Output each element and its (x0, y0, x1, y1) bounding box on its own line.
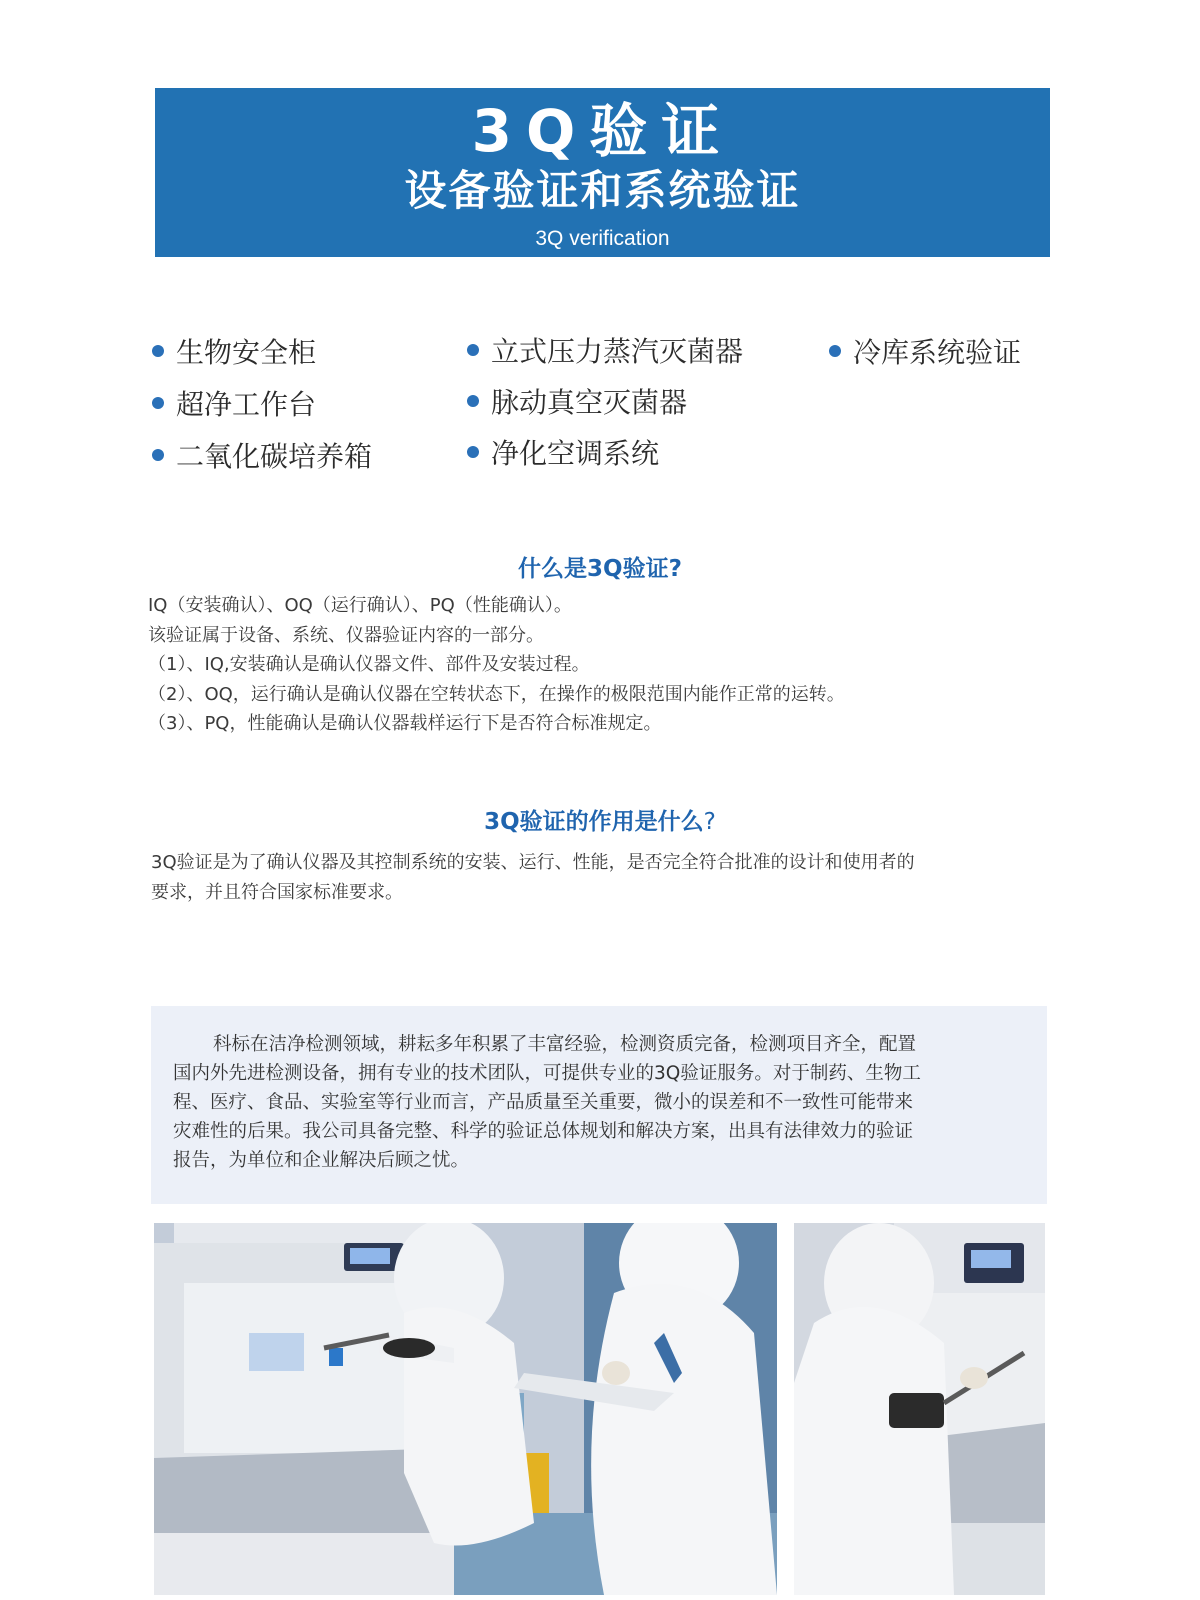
what-is-heading: 什么是3Q验证? (518, 556, 682, 582)
text-line: 程、医疗、食品、实验室等行业而言，产品质量至关重要，微小的误差和不一致性可能带来 (173, 1092, 914, 1113)
service-list (0, 0, 1200, 520)
purpose-text (151, 848, 1051, 907)
lab-photo-illustration (154, 1223, 777, 1595)
text-line: （3）、PQ，性能确认是确认仪器载样运行下是否符合标准规定。 (148, 713, 662, 734)
bullet-dot-icon (467, 446, 479, 458)
list-item: 二氧化碳培养箱 (152, 435, 372, 475)
text-line: 国内外先进检测设备，拥有专业的技术团队，可提供专业的3Q验证服务。对于制药、生物工 (173, 1063, 921, 1084)
list-item: 超净工作台 (152, 383, 316, 423)
text-line: 灾难性的后果。我公司具备完整、科学的验证总体规划和解决方案，出具有法律效力的验证 (173, 1121, 914, 1142)
text-line: 3Q验证是为了确认仪器及其控制系统的安装、运行、性能，是否完全符合批准的设计和使用者的 (151, 852, 915, 873)
company-intro-box (151, 1006, 1047, 1204)
list-item: 冷库系统验证 (829, 331, 1021, 371)
bullet-dot-icon (829, 345, 841, 357)
list-item: 生物安全柜 (152, 331, 316, 371)
lab-photo-illustration (794, 1223, 1045, 1595)
list-item: 净化空调系统 (467, 432, 659, 472)
text-line: 该验证属于设备、系统、仪器验证内容的一部分。 (148, 624, 544, 646)
lab-photo-technicians (154, 1223, 777, 1595)
purpose-heading: 3Q验证的作用是什么? (484, 809, 716, 835)
bullet-dot-icon (152, 345, 164, 357)
text-line: 要求，并且符合国家标准要求。 (151, 881, 403, 903)
bullet-dot-icon (152, 397, 164, 409)
text-line: 科标在洁净检测领域，耕耘多年积累了丰富经验，检测资质完备，检测项目齐全，配置 (213, 1034, 917, 1055)
bullet-dot-icon (467, 344, 479, 356)
page-english-title: 3Q verification (535, 227, 670, 250)
what-is-text (148, 591, 1048, 739)
text-line: （1）、IQ,安装确认是确认仪器文件、部件及安装过程。 (148, 654, 590, 675)
bullet-dot-icon (467, 395, 479, 407)
list-item: 立式压力蒸汽灭菌器 (467, 330, 743, 370)
list-item: 脉动真空灭菌器 (467, 381, 687, 421)
text-line: （2）、OQ，运行确认是确认仪器在空转状态下，在操作的极限范围内能作正常的运转。 (148, 683, 845, 705)
text-line: IQ（安装确认）、OQ（运行确认）、PQ（性能确认）。 (148, 595, 572, 616)
bullet-dot-icon (152, 449, 164, 461)
lab-photo-inspector (794, 1223, 1045, 1595)
text-line: 报告，为单位和企业解决后顾之忧。 (173, 1150, 470, 1171)
page-title: 3Q验证 (471, 97, 734, 165)
company-intro-text (173, 1030, 1033, 1175)
page-subtitle: 设备验证和系统验证 (404, 166, 801, 215)
